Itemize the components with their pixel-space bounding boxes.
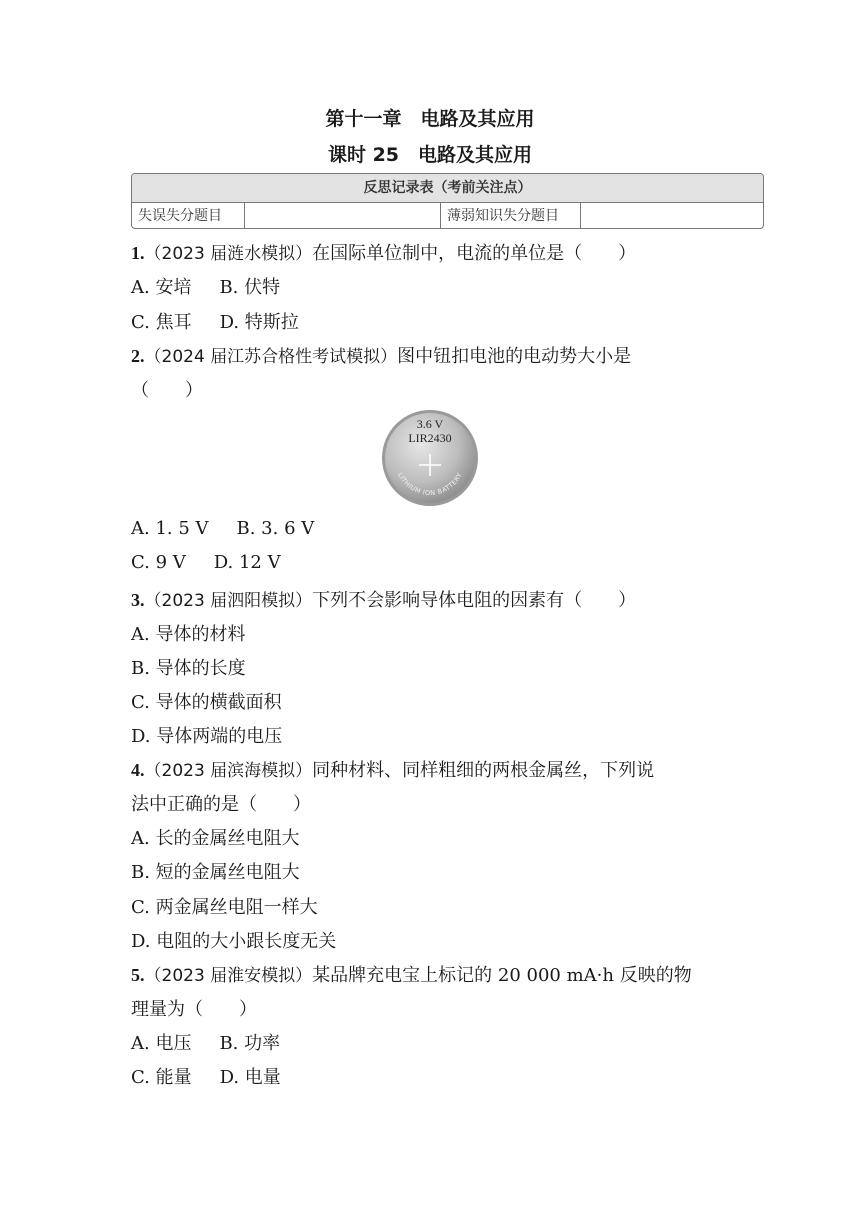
coin-battery-image bbox=[381, 408, 479, 508]
option-c[interactable]: C. 导体的横截面积 bbox=[131, 692, 282, 713]
question-source: （2024 届江苏合格性考试模拟） bbox=[144, 347, 398, 367]
question-text: 下列不会影响导体电阻的因素有（ ） bbox=[312, 590, 637, 611]
option-b[interactable]: B. 3. 6 V bbox=[236, 518, 315, 539]
mistake-questions-field[interactable] bbox=[245, 203, 441, 229]
question-2-options-row-1 bbox=[131, 518, 314, 539]
option-a[interactable]: A. 导体的材料 bbox=[131, 624, 246, 645]
chapter-title: 第十一章 电路及其应用 bbox=[325, 108, 535, 130]
question-1-options-row-1 bbox=[131, 273, 280, 299]
question-5-options-row-2 bbox=[131, 1063, 281, 1089]
question-number: 3. bbox=[131, 590, 145, 610]
question-number: 1. bbox=[131, 243, 145, 263]
question-5-stem bbox=[131, 961, 692, 987]
question-2-stem-cont: （ ） bbox=[131, 380, 203, 401]
option-c[interactable]: C. 焦耳 bbox=[131, 312, 192, 333]
question-number: 4. bbox=[131, 760, 145, 780]
mistake-questions-label: 失误失分题目 bbox=[132, 203, 245, 229]
reflection-table-row bbox=[132, 203, 763, 229]
option-d[interactable]: D. 12 V bbox=[213, 552, 281, 573]
question-source: （2023 届涟水模拟） bbox=[144, 244, 313, 264]
question-5-options-row-1 bbox=[131, 1029, 280, 1055]
option-d[interactable]: D. 特斯拉 bbox=[219, 312, 299, 333]
question-source: （2023 届泗阳模拟） bbox=[144, 591, 313, 611]
question-number: 5. bbox=[131, 965, 145, 985]
option-a[interactable]: A. 1. 5 V bbox=[131, 518, 209, 539]
question-2-stem bbox=[131, 342, 631, 368]
question-text: 同种材料、同样粗细的两根金属丝，下列说 bbox=[312, 760, 655, 781]
option-d[interactable]: D. 电量 bbox=[219, 1067, 281, 1088]
battery-voltage-label: 3.6 V bbox=[416, 417, 444, 431]
question-text: 在国际单位制中，电流的单位是（ ） bbox=[312, 243, 637, 264]
lesson-title: 课时 25 电路及其应用 bbox=[327, 144, 533, 166]
option-b[interactable]: B. 短的金属丝电阻大 bbox=[131, 862, 300, 883]
battery-model-label: LIR2430 bbox=[408, 431, 452, 445]
option-b[interactable]: B. 伏特 bbox=[219, 277, 281, 298]
option-d[interactable]: D. 电阻的大小跟长度无关 bbox=[131, 931, 337, 952]
question-1-options-row-2 bbox=[131, 308, 299, 334]
option-a[interactable]: A. 安培 bbox=[131, 277, 192, 298]
question-1-stem bbox=[131, 239, 636, 265]
option-c[interactable]: C. 能量 bbox=[131, 1067, 192, 1088]
question-2-options-row-2 bbox=[131, 552, 281, 573]
option-c[interactable]: C. 9 V bbox=[131, 552, 186, 573]
option-d[interactable]: D. 导体两端的电压 bbox=[131, 726, 283, 747]
question-4-stem-cont: 法中正确的是（ ） bbox=[131, 794, 311, 815]
question-number: 2. bbox=[131, 346, 145, 366]
option-a[interactable]: A. 长的金属丝电阻大 bbox=[131, 828, 300, 849]
battery-rim-text: LITHIUM ION BATTERY bbox=[396, 471, 464, 498]
option-c[interactable]: C. 两金属丝电阻一样大 bbox=[131, 897, 318, 918]
reflection-table bbox=[131, 173, 764, 229]
question-source: （2023 届滨海模拟） bbox=[144, 761, 313, 781]
option-b[interactable]: B. 导体的长度 bbox=[131, 658, 246, 679]
weak-knowledge-label: 薄弱知识失分题目 bbox=[441, 203, 581, 229]
weak-knowledge-field[interactable] bbox=[581, 203, 763, 229]
question-source: （2023 届淮安模拟） bbox=[144, 966, 313, 986]
option-a[interactable]: A. 电压 bbox=[131, 1033, 192, 1054]
reflection-table-header: 反思记录表（考前关注点） bbox=[132, 174, 763, 203]
question-4-stem bbox=[131, 756, 654, 782]
option-b[interactable]: B. 功率 bbox=[219, 1033, 281, 1054]
question-text: 图中钮扣电池的电动势大小是 bbox=[397, 346, 632, 367]
question-3-stem bbox=[131, 586, 636, 612]
question-text: 某品牌充电宝上标记的 20 000 mA·h 反映的物 bbox=[312, 965, 692, 986]
question-5-stem-cont: 理量为（ ） bbox=[131, 999, 257, 1020]
